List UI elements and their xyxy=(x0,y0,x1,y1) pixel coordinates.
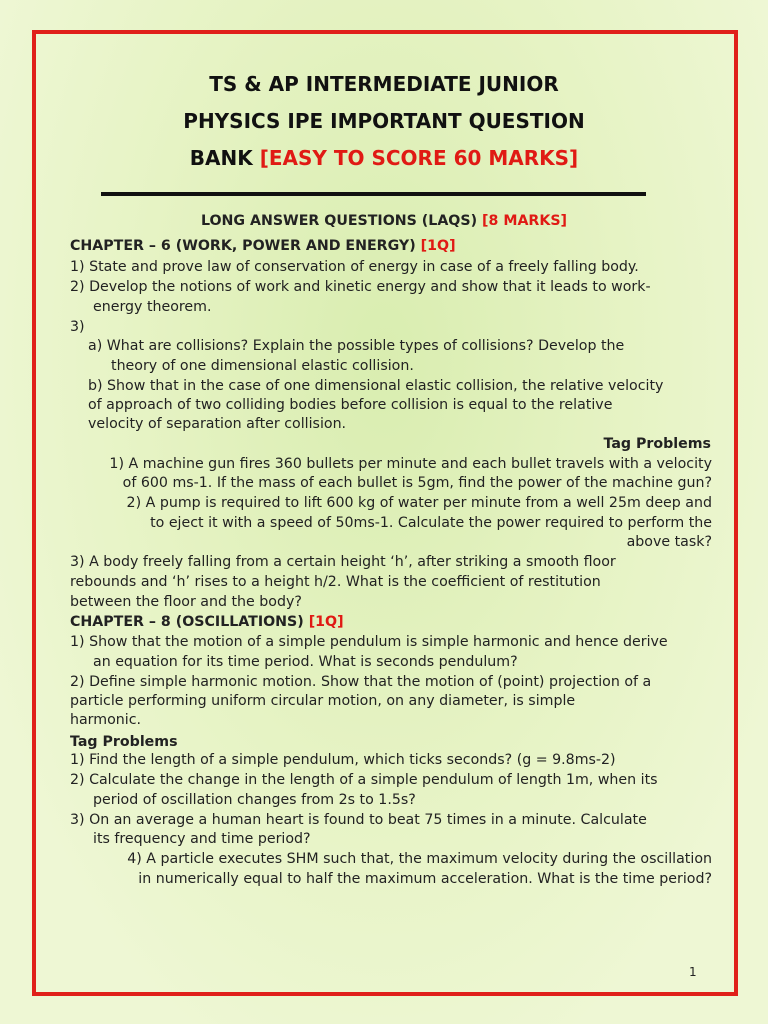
ch8-tag-problems-heading: Tag Problems xyxy=(70,734,178,750)
ch6-question-1: 1) State and prove law of conservation of energy in case of a freely falling body. xyxy=(70,259,639,275)
ch8-tag-problem-4-line-1: 4) A particle executes SHM such that, the maximum velocity during the oscillation xyxy=(127,851,712,867)
ch6-tag-problem-3-line-1: 3) A body freely falling from a certain height ‘h’, after striking a smooth floor xyxy=(70,554,616,570)
ch6-tag-problem-1-line-2: of 600 ms-1. If the mass of each bullet is 5gm, find the power of the machine gun? xyxy=(122,475,712,491)
ch6-tag-problem-3-line-2: rebounds and ‘h’ rises to a height h/2. What is the coefficient of restitution xyxy=(70,574,601,590)
ch8-question-1-line-1: 1) Show that the motion of a simple pendulum is simple harmonic and hence derive xyxy=(70,634,668,650)
chapter-6-tag: [1Q] xyxy=(420,238,456,254)
ch6-question-3: 3) xyxy=(70,319,85,335)
ch6-tag-problem-3-line-3: between the floor and the body? xyxy=(70,594,302,610)
chapter-8-heading xyxy=(70,613,344,631)
title-line-2: PHYSICS IPE IMPORTANT QUESTION xyxy=(183,109,585,133)
ch6-question-2-line-1: 2) Develop the notions of work and kinetic energy and show that it leads to work- xyxy=(70,279,651,295)
title-line-3-prefix: BANK xyxy=(189,146,253,170)
ch8-tag-problem-3-line-1: 3) On an average a human heart is found to beat 75 times in a minute. Calculate xyxy=(70,812,647,828)
ch8-tag-problem-4-line-2: in numerically equal to half the maximum acceleration. What is the time period? xyxy=(138,871,712,887)
page-number: 1 xyxy=(689,965,697,979)
ch6-question-2-line-2: energy theorem. xyxy=(93,299,212,315)
ch6-tag-problem-2-line-1: 2) A pump is required to lift 600 kg of water per minute from a well 25m deep and xyxy=(126,495,712,511)
title-line-3 xyxy=(0,146,768,170)
ch6-question-3a-line-1: a) What are collisions? Explain the possible types of collisions? Develop the xyxy=(88,338,625,354)
title-line-3-highlight: [EASY TO SCORE 60 MARKS] xyxy=(259,146,579,170)
ch8-tag-problem-3-line-2: its frequency and time period? xyxy=(93,831,311,847)
section-heading xyxy=(0,212,768,230)
ch8-question-2-line-2: particle performing uniform circular motion, on any diameter, is simple xyxy=(70,693,576,709)
ch8-tag-problem-2-line-1: 2) Calculate the change in the length of a simple pendulum of length 1m, when its xyxy=(70,772,658,788)
ch6-tag-problem-2-line-3: above task? xyxy=(626,534,712,550)
ch6-question-3a-line-2: theory of one dimensional elastic collision. xyxy=(111,358,414,374)
ch8-question-1-line-2: an equation for its time period. What is seconds pendulum? xyxy=(93,654,518,670)
ch8-question-2-line-1: 2) Define simple harmonic motion. Show that the motion of (point) projection of a xyxy=(70,674,652,690)
section-heading-text: LONG ANSWER QUESTIONS (LAQS) xyxy=(200,213,478,229)
section-marks: [8 MARKS] xyxy=(482,213,568,229)
ch8-tag-problem-1: 1) Find the length of a simple pendulum, which ticks seconds? (g = 9.8ms-2) xyxy=(70,752,616,768)
ch6-question-3b-line-1: b) Show that in the case of one dimensional elastic collision, the relative velocity xyxy=(88,378,664,394)
title-line-1: TS & AP INTERMEDIATE JUNIOR xyxy=(209,72,559,96)
chapter-6-title: CHAPTER – 6 (WORK, POWER AND ENERGY) xyxy=(70,238,416,254)
ch6-tag-problem-1-line-1: 1) A machine gun fires 360 bullets per minute and each bullet travels with a velocity xyxy=(109,456,712,472)
ch8-question-2-line-3: harmonic. xyxy=(70,712,142,728)
chapter-8-tag: [1Q] xyxy=(308,614,344,630)
chapter-6-heading xyxy=(70,237,456,255)
chapter-8-title: CHAPTER – 8 (OSCILLATIONS) xyxy=(70,614,304,630)
title-divider xyxy=(101,192,646,196)
ch6-tag-problem-2-line-2: to eject it with a speed of 50ms-1. Calculate the power required to perform the xyxy=(150,515,712,531)
ch6-question-3b-line-3: velocity of separation after collision. xyxy=(88,416,347,432)
ch6-tag-problems-heading: Tag Problems xyxy=(603,436,711,452)
ch6-question-3b-line-2: of approach of two colliding bodies before collision is equal to the relative xyxy=(88,397,613,413)
ch8-tag-problem-2-line-2: period of oscillation changes from 2s to 1.5s? xyxy=(93,792,416,808)
